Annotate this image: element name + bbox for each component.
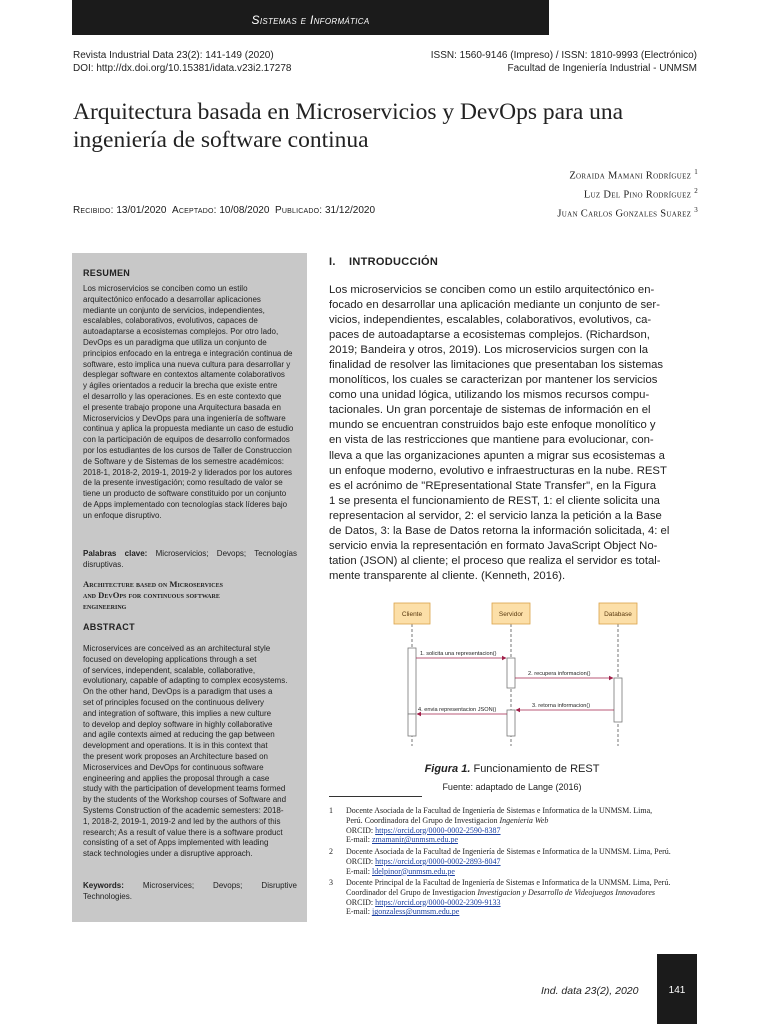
author: Luz Del Pino Rodríguez $^2$ xyxy=(583,187,698,201)
activation-cliente-2 xyxy=(408,714,416,736)
english-title: Architecture based on Microservices and DevOps for continuous software engineering xyxy=(83,579,223,611)
message-2-label: 2. recupera informacion() xyxy=(528,671,591,677)
orcid-link[interactable]: https://orcid.org/0000-0002-2893-8047 xyxy=(375,856,501,866)
article-title: Arquitectura basada en Microservicios y DevOps para una ingeniería de software continua xyxy=(73,99,624,153)
author: Zoraida Mamani Rodríguez $^1$ xyxy=(569,168,698,182)
participant-cliente-label: Cliente xyxy=(401,611,423,618)
activation-servidor-2 xyxy=(507,710,515,736)
participant-database-label: Database xyxy=(604,611,632,618)
abstract-heading: ABSTRACT xyxy=(83,622,135,632)
orcid-link[interactable]: https://orcid.org/0000-0002-2590-8387 xyxy=(375,825,501,835)
issn: ISSN: 1560-9146 (Impreso) / ISSN: 1810-9993 (Electrónico) xyxy=(430,50,697,61)
keywords: Keywords: Microservices; Devops; Disruptive Technologies. xyxy=(83,881,297,901)
doi-link[interactable]: DOI: http://dx.doi.org/10.15381/idata.v23i2.17278 xyxy=(73,62,292,74)
introduction-text: Los microservicios se conciben como un estilo arquitectónico en- focado en desarrollar una aplicación mediante un conjunto de ser- vicios, independientes, escalables, colaborativos, evolutivos, ca- paces de autoadaptarse a ecosistemas complejos. (Richardson, 2019; Bandeira y otros, 2019). Los microservicios surgen con la finalidad de resolver las limitaciones que presentaban los sistemas monolíticos, los cuales se caracterizan por mantener los servicios como una unidad lógica, utilizando los mismos recursos compu- tacionales. Un gran porcentaje de sistemas de información en el mundo se encuentran construidos bajo este enfoque monolítico y en vista de las restricciones que mantiene para evolucionar, con- lleva a que las organizaciones apunten a migrar sus ecosistemas a un enfoque moderno, evolutivo e infraestructuras en la nube. REST es el acrónimo de "REpresentational State Transfer", en la Figura 1 se presenta el funcionamiento de REST, 1: el cliente solicita una representacion al servidor, 2: el servicio lanza la petición a la Base de Datos, 3: la Base de Datos retorna la información solicitada, 4: el servicio envia la representación en formato JavaScript Object No- tation (JSON) al cliente; el proceso que realiza el servidor es total- mente transparente al cliente. (Kenneth, 2016). xyxy=(329,284,670,582)
participant-servidor-label: Servidor xyxy=(498,611,524,618)
section-label: Sistemas e Informática xyxy=(251,13,370,27)
message-3-label: 3. retorna informacion() xyxy=(532,703,591,709)
article-dates: Recibido: 13/01/2020 Aceptado: 10/08/2020 Publicado: 31/12/2020 xyxy=(73,205,376,216)
figure-source: Fuente: adaptado de Lange (2016) xyxy=(442,782,582,792)
issn-info xyxy=(431,50,697,75)
activation-servidor xyxy=(507,658,515,688)
email-link[interactable]: ldelpinor@unmsm.edu.pe xyxy=(372,866,455,876)
footnote-3: 3 Docente Principal de la Facultad de Ingeniería de Sistemas e Informatica de la UNMSM. Lima, Perú. Coordinador del Grupo de Investigacion Investigacion y Desarrollo de Videojuegos Innovadores ORCID: https://orcid.org/0000-0002-2309-9133 E-mail: jgonzaless@unmsm.edu.pe xyxy=(329,878,671,917)
footnote-2: 2 Docente Asociada de la Facultad de Ingeniería de Sistemas e Informatica de la UNMSM. Lima, Perú. ORCID: https://orcid.org/0000-0002-2893-8047 E-mail: ldelpinor@unmsm.edu.pe xyxy=(329,847,671,876)
author: Juan Carlos Gonzales Suarez $^3$ xyxy=(557,206,698,220)
footnote-1: 1 Docente Asociada de la Facultad de Ingeniería de Sistemas e Informatica de la UNMSM. Lima, Perú. Coordinadora del Grupo de Investigacion Ingenieria Web ORCID: https://orcid.org/0000-0002-2590-8387 E-mail: zmamanir@unmsm.edu.pe xyxy=(329,806,653,845)
orcid-link[interactable]: https://orcid.org/0000-0002-2309-9133 xyxy=(375,897,501,907)
resumen-text: Los microservicios se conciben como un estilo arquitectónico enfocado a desarrollar aplicaciones mediante un conjunto de servicios, independientes, escalables, colaborativos, evolutivos, capaces de autoadaptarse a ecosistemas complejos. Por otro lado, DevOps es un paradigma que utiliza un conjunto de principios enfocado en la entrega e integración continua de software, esto implica una nueva cultura para desarrollar y desplegar software en contextos altamente colaborativos y ágiles orientados a reducir la brecha que existe entre el desarrollo y las operaciones. Es en este contexto que el presente trabajo propone una Arquitectura basada en Microservicios y DevOps para una ingeniería de software continua y aplica la propuesta mediante un caso de estudio con la participación de equipos de desarrollo conformados por los estudiantes de los cursos de Taller de Construccion de Software y de Sistemas de los semestre académicos: 2018-1, 2018-2, 2019-1, 2019-2 y liderados por los autores de la presente investigación; como resultado de valor se tiene un producto de software constituido por un conjunto de Apps implementado con tecnologías stack líderes bajo un enfoque disruptivo. xyxy=(83,284,294,520)
email-link[interactable]: zmamanir@unmsm.edu.pe xyxy=(372,835,459,845)
page-number: 141 xyxy=(668,985,686,996)
journal-info xyxy=(73,50,292,75)
activation-cliente xyxy=(408,648,416,714)
section-heading: I. INTRODUCCIÓN xyxy=(329,256,439,268)
footer-journal: Ind. data 23(2), 2020 xyxy=(541,985,639,997)
message-1-label: 1. solicita una representacion() xyxy=(420,651,497,657)
activation-database xyxy=(614,678,622,722)
faculty: Facultad de Ingeniería Industrial - UNMSM xyxy=(507,62,697,74)
rest-sequence-diagram xyxy=(372,596,654,758)
journal-citation: Revista Industrial Data 23(2): 141-149 (2020) xyxy=(73,50,274,61)
footnote-rule xyxy=(329,796,422,797)
abstract-text: Microservices are conceived as an architectural style focused on developing applications through a set of services, independent, scalable, collaborative, evolutionary, capable of adapting to complex ecosystems. On the other hand, DevOps is a paradigm that uses a set of principles focused on the continuous delivery and integration of software, this implies a new culture to develop and deploy software in highly collaborative and agile contexts aimed at reducing the gap between development and operations. It is in this context that the present work proposes an Architecture based on Microservices and DevOps for continuous software engineering and applies the proposal through a case study with the participation of development teams formed by the students of the Workshop courses of Software and Systems Construction of the academic semesters: 2018- 1, 2018-2, 2019-1, 2019-2 and led by the authors of this research; As a result of value there is a software product consisting of a set of Apps implemented with leading stack technologies under a disruptive approach. xyxy=(83,644,288,859)
figure-caption: Figura 1. Funcionamiento de REST xyxy=(424,763,600,775)
email-link[interactable]: jgonzaless@unmsm.edu.pe xyxy=(372,907,460,917)
author-list xyxy=(557,165,698,222)
palabras-clave: Palabras clave: Microservicios; Devops; Tecnologías disruptivas. xyxy=(83,549,297,569)
message-4-label: 4. envia representacion JSON() xyxy=(418,707,497,713)
resumen-heading: RESUMEN xyxy=(83,268,131,278)
